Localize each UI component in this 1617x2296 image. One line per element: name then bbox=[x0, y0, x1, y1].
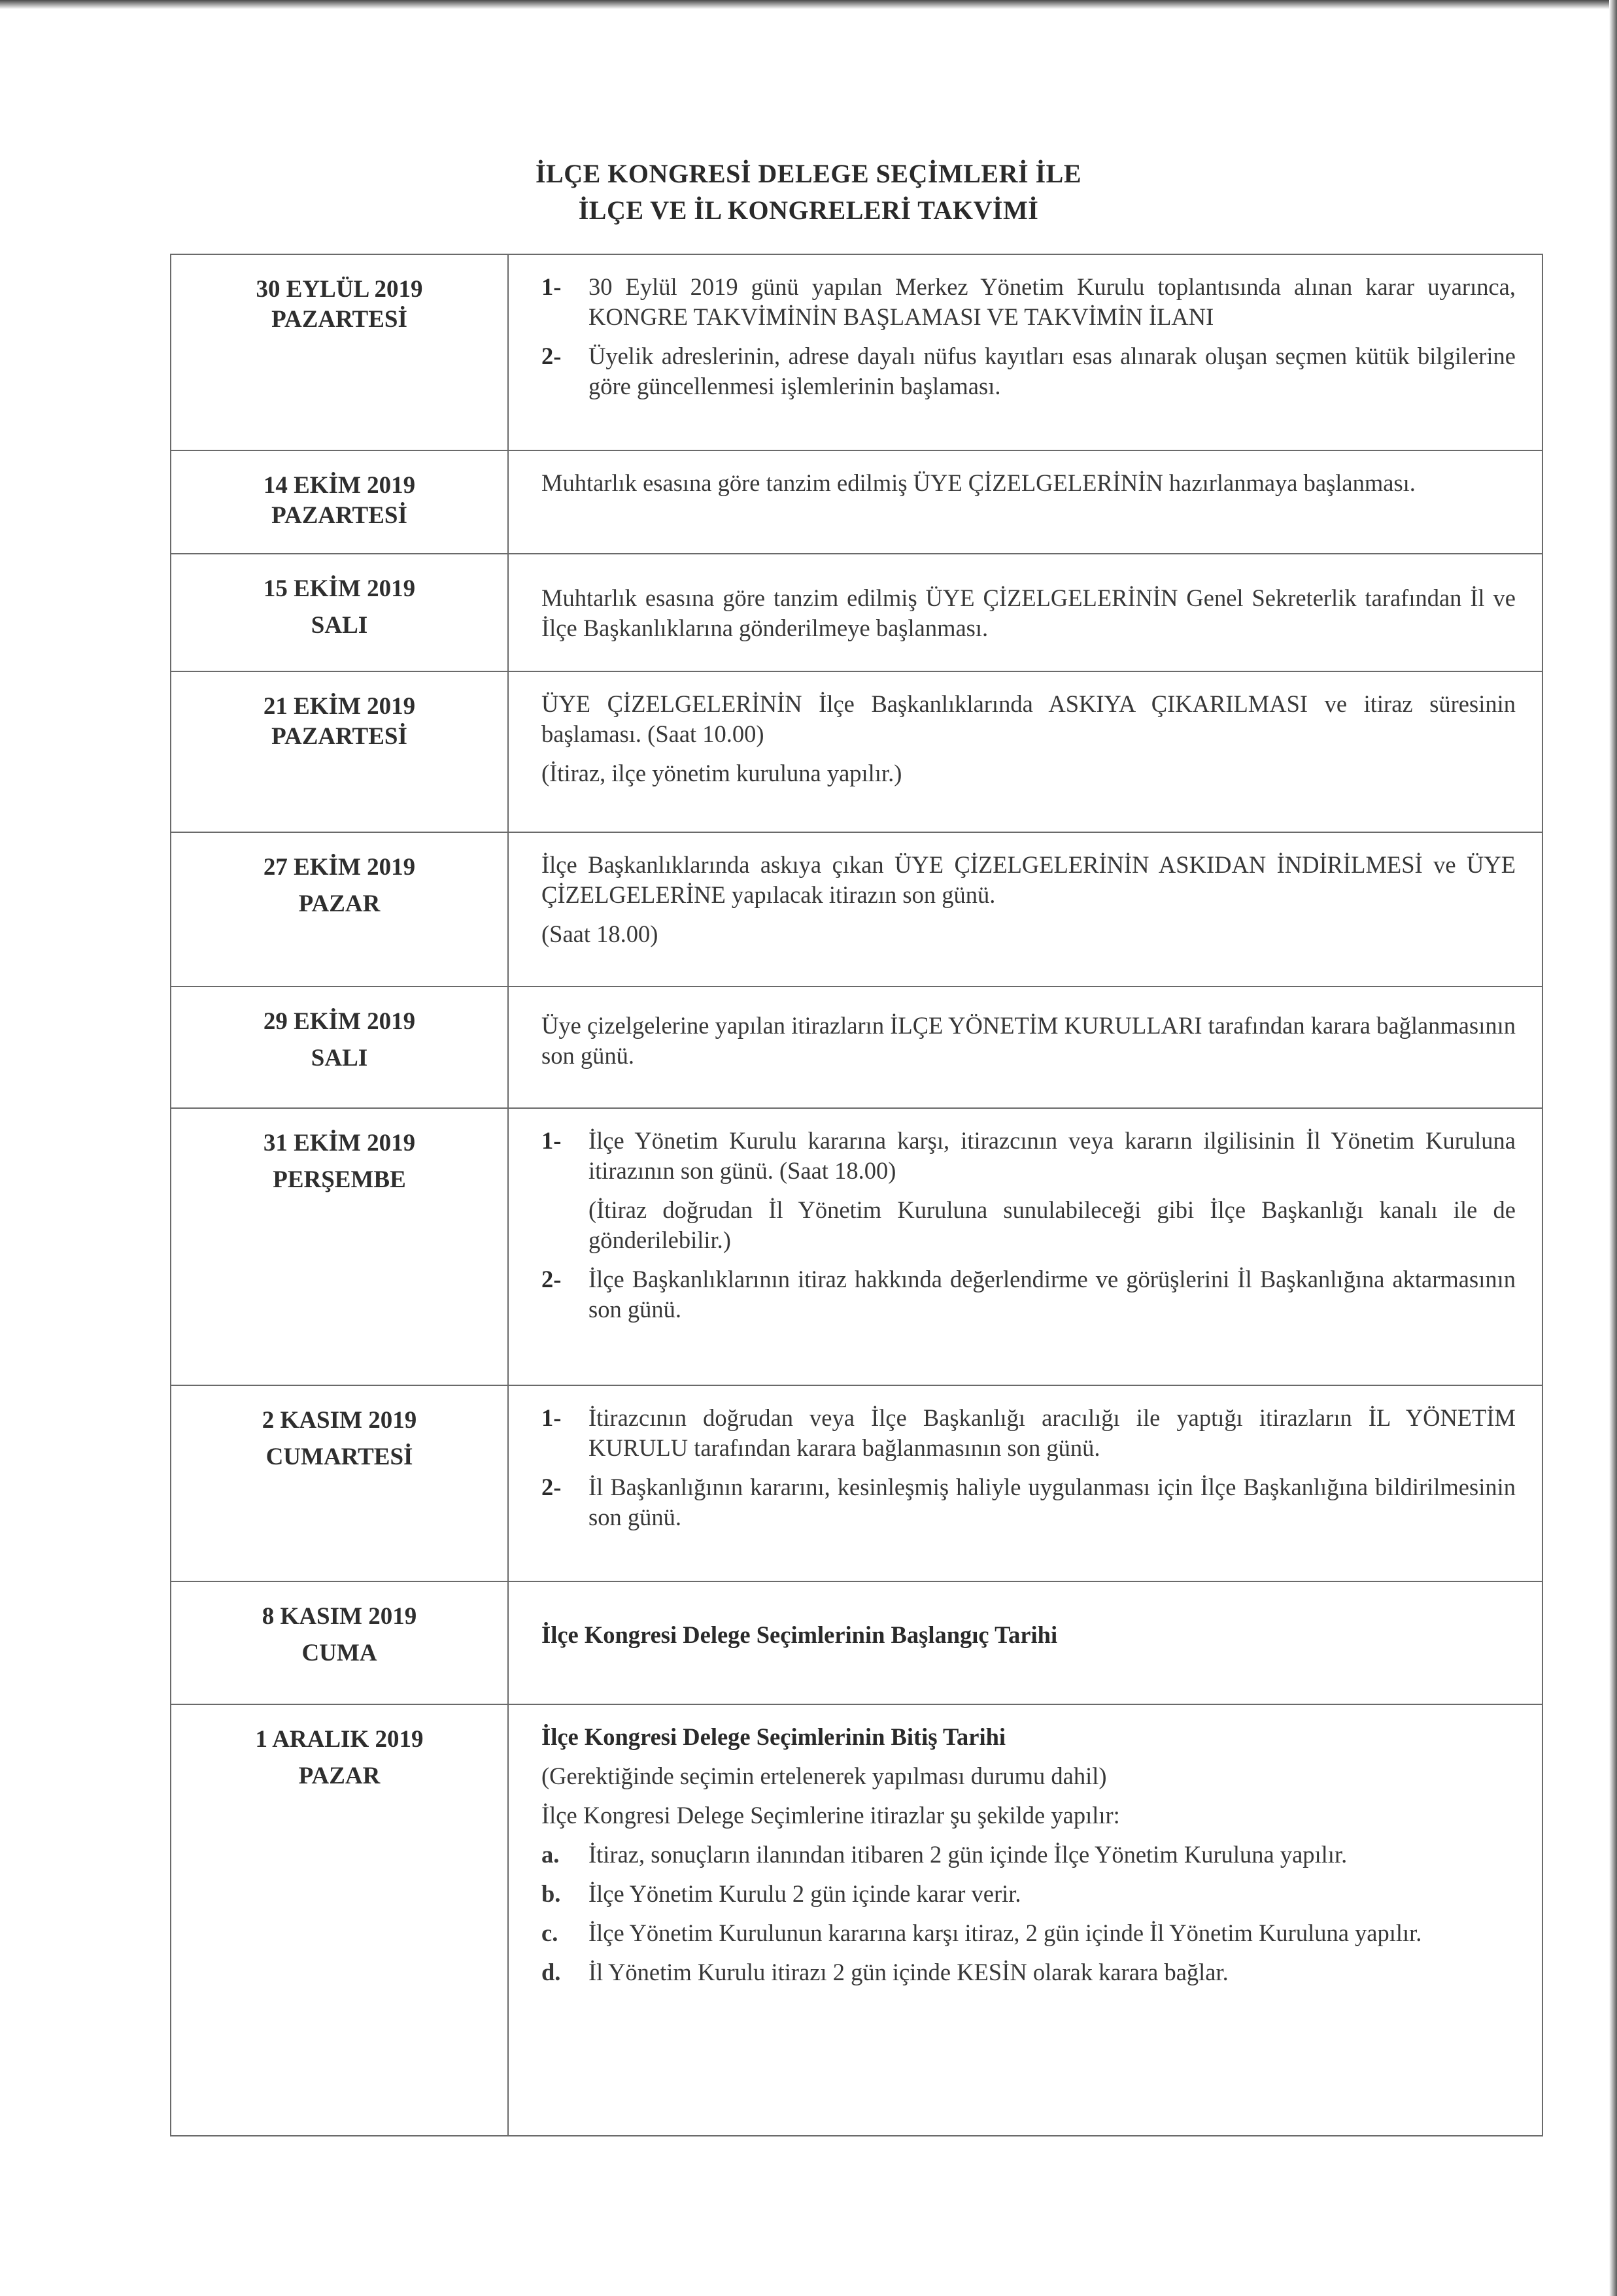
item-text: İlçe Başkanlıklarının itiraz hakkında değerlendirme ve görüşlerini İl Başkanlığına aktarmasının son günü. bbox=[588, 1266, 1516, 1323]
calendar-row bbox=[171, 671, 1542, 832]
item-text: İtirazcının doğrudan veya İlçe Başkanlığı aracılığı ile yaptığı itirazların İL YÖNETİM KURULU tarafından karara bağlanmasının son günü. bbox=[588, 1404, 1516, 1461]
date-cell bbox=[171, 450, 508, 554]
description-note: (Saat 18.00) bbox=[541, 920, 658, 947]
date-text: 1 ARALIK 2019 bbox=[255, 1726, 424, 1753]
item-text: İlçe Yönetim Kurulu 2 gün içinde karar verir. bbox=[588, 1880, 1021, 1907]
date-text: 21 EKİM 2019 bbox=[263, 693, 416, 720]
calendar-row bbox=[171, 554, 1542, 671]
weekday-text: CUMARTESİ bbox=[265, 1443, 413, 1470]
calendar-table bbox=[170, 254, 1543, 2136]
date-text: 15 EKİM 2019 bbox=[263, 575, 416, 602]
item-text: Üyelik adreslerinin, adrese dayalı nüfus kayıtları esas alınarak oluşan seçmen kütük bilgilerine göre güncellenmesi işlemlerinin başlaması. bbox=[588, 343, 1516, 399]
numbered-item bbox=[541, 1264, 1516, 1325]
title-line-1: İLÇE KONGRESİ DELEGE SEÇİMLERİ İLE bbox=[535, 159, 1081, 188]
item-letter: a. bbox=[541, 1841, 560, 1868]
description-cell bbox=[508, 1581, 1542, 1704]
description-note: (Gerektiğinde seçimin ertelenerek yapılması durumu dahil) bbox=[541, 1763, 1107, 1789]
calendar-row bbox=[171, 1108, 1542, 1385]
numbered-item bbox=[541, 1472, 1516, 1532]
item-text: İlçe Yönetim Kurulu kararına karşı, itirazcının veya kararın ilgilisinin İl Yönetim Kuruluna itirazının son günü. (Saat 18.00) bbox=[588, 1127, 1516, 1184]
item-number: 1- bbox=[541, 273, 562, 300]
item-text: İl Yönetim Kurulu itirazı 2 gün içinde KESİN olarak karara bağlar. bbox=[588, 1959, 1229, 1985]
calendar-row bbox=[171, 832, 1542, 987]
section-heading: İlçe Kongresi Delege Seçimlerinin Başlangıç Tarihi bbox=[541, 1621, 1058, 1648]
date-text: 31 EKİM 2019 bbox=[263, 1130, 416, 1156]
date-text: 30 EYLÜL 2019 bbox=[256, 276, 423, 303]
weekday-text: SALI bbox=[311, 1045, 368, 1072]
description-cell bbox=[508, 832, 1542, 987]
lettered-item bbox=[541, 1918, 1516, 1948]
weekday-text: PERŞEMBE bbox=[273, 1166, 406, 1193]
document-title bbox=[0, 156, 1617, 229]
date-text: 27 EKİM 2019 bbox=[263, 854, 416, 881]
calendar-row bbox=[171, 987, 1542, 1108]
calendar-row bbox=[171, 254, 1542, 450]
title-line-2: İLÇE VE İL KONGRELERİ TAKVİMİ bbox=[578, 195, 1039, 225]
numbered-item bbox=[541, 272, 1516, 332]
item-text: İtiraz, sonuçların ilanından itibaren 2 gün içinde İlçe Yönetim Kuruluna yapılır. bbox=[588, 1841, 1348, 1868]
calendar-row bbox=[171, 1385, 1542, 1581]
item-text: İlçe Yönetim Kurulunun kararına karşı itiraz, 2 gün içinde İl Yönetim Kuruluna yapılır. bbox=[588, 1919, 1422, 1946]
date-text: 2 KASIM 2019 bbox=[262, 1407, 417, 1434]
description-cell bbox=[508, 450, 1542, 554]
item-letter: b. bbox=[541, 1880, 561, 1907]
date-text: 14 EKİM 2019 bbox=[263, 472, 416, 499]
calendar-row bbox=[171, 450, 1542, 554]
weekday-text: PAZARTESİ bbox=[271, 723, 407, 750]
date-cell bbox=[171, 1704, 508, 2136]
weekday-text: PAZARTESİ bbox=[271, 306, 407, 333]
date-cell bbox=[171, 1385, 508, 1581]
scan-edge-right bbox=[1609, 0, 1617, 2296]
description-intro: İlçe Kongresi Delege Seçimlerine itirazlar şu şekilde yapılır: bbox=[541, 1802, 1120, 1829]
description-cell bbox=[508, 671, 1542, 832]
date-cell bbox=[171, 254, 508, 450]
date-cell bbox=[171, 671, 508, 832]
date-cell bbox=[171, 1581, 508, 1704]
item-text: 30 Eylül 2019 günü yapılan Merkez Yönetim Kurulu toplantısında alınan karar uyarınca, KONGRE TAKVİMİNİN BAŞLAMASI VE TAKVİMİN İLANI bbox=[588, 273, 1516, 330]
description-cell bbox=[508, 987, 1542, 1108]
item-number: 2- bbox=[541, 1266, 562, 1292]
item-subnote: (İtiraz doğrudan İl Yönetim Kuruluna sunulabileceği gibi İlçe Başkanlığı kanalı ile de gönderilebilir.) bbox=[588, 1196, 1516, 1253]
weekday-text: PAZAR bbox=[298, 890, 381, 917]
calendar-row bbox=[171, 1704, 1542, 2136]
item-number: 1- bbox=[541, 1404, 562, 1431]
item-number: 2- bbox=[541, 343, 562, 369]
numbered-item bbox=[541, 341, 1516, 401]
weekday-text: CUMA bbox=[301, 1640, 377, 1666]
item-text: İl Başkanlığının kararını, kesinleşmiş haliyle uygulanması için İlçe Başkanlığına bildirilmesinin son günü. bbox=[588, 1474, 1516, 1530]
lettered-item bbox=[541, 1840, 1516, 1870]
scan-edge-top bbox=[0, 0, 1617, 9]
description-text: ÜYE ÇİZELGELERİNİN İlçe Başkanlıklarında ASKIYA ÇIKARILMASI ve itiraz süresinin başlaması. (Saat 10.00) bbox=[541, 690, 1516, 747]
item-number: 2- bbox=[541, 1474, 562, 1500]
description-text: Muhtarlık esasına göre tanzim edilmiş ÜYE ÇİZELGELERİNİN Genel Sekreterlik tarafından İl ve İlçe Başkanlıklarına gönderilmeye başlanması. bbox=[541, 584, 1516, 641]
weekday-text: PAZARTESİ bbox=[271, 502, 407, 529]
date-cell bbox=[171, 1108, 508, 1385]
description-cell bbox=[508, 1704, 1542, 2136]
weekday-text: SALI bbox=[311, 612, 368, 639]
item-letter: c. bbox=[541, 1919, 558, 1946]
description-text: Muhtarlık esasına göre tanzim edilmiş ÜYE ÇİZELGELERİNİN hazırlanmaya başlanması. bbox=[541, 469, 1416, 496]
numbered-item bbox=[541, 1126, 1516, 1255]
date-cell bbox=[171, 554, 508, 671]
description-text: İlçe Başkanlıklarında askıya çıkan ÜYE ÇİZELGELERİNİN ASKIDAN İNDİRİLMESİ ve ÜYE ÇİZELGELERİNE yapılacak itirazın son günü. bbox=[541, 851, 1516, 908]
section-heading: İlçe Kongresi Delege Seçimlerinin Bitiş Tarihi bbox=[541, 1723, 1006, 1750]
description-cell bbox=[508, 1108, 1542, 1385]
item-number: 1- bbox=[541, 1127, 562, 1154]
lettered-item bbox=[541, 1957, 1516, 1987]
weekday-text: PAZAR bbox=[298, 1763, 381, 1789]
lettered-item bbox=[541, 1879, 1516, 1909]
description-cell bbox=[508, 254, 1542, 450]
date-cell bbox=[171, 832, 508, 987]
description-text: Üye çizelgelerine yapılan itirazların İLÇE YÖNETİM KURULLARI tarafından karara bağlanmasının son günü. bbox=[541, 1012, 1516, 1069]
description-cell bbox=[508, 1385, 1542, 1581]
numbered-item bbox=[541, 1403, 1516, 1463]
date-text: 29 EKİM 2019 bbox=[263, 1008, 416, 1035]
date-text: 8 KASIM 2019 bbox=[262, 1603, 417, 1630]
description-cell bbox=[508, 554, 1542, 671]
date-cell bbox=[171, 987, 508, 1108]
description-note: (İtiraz, ilçe yönetim kuruluna yapılır.) bbox=[541, 760, 902, 786]
item-letter: d. bbox=[541, 1959, 561, 1985]
calendar-row bbox=[171, 1581, 1542, 1704]
